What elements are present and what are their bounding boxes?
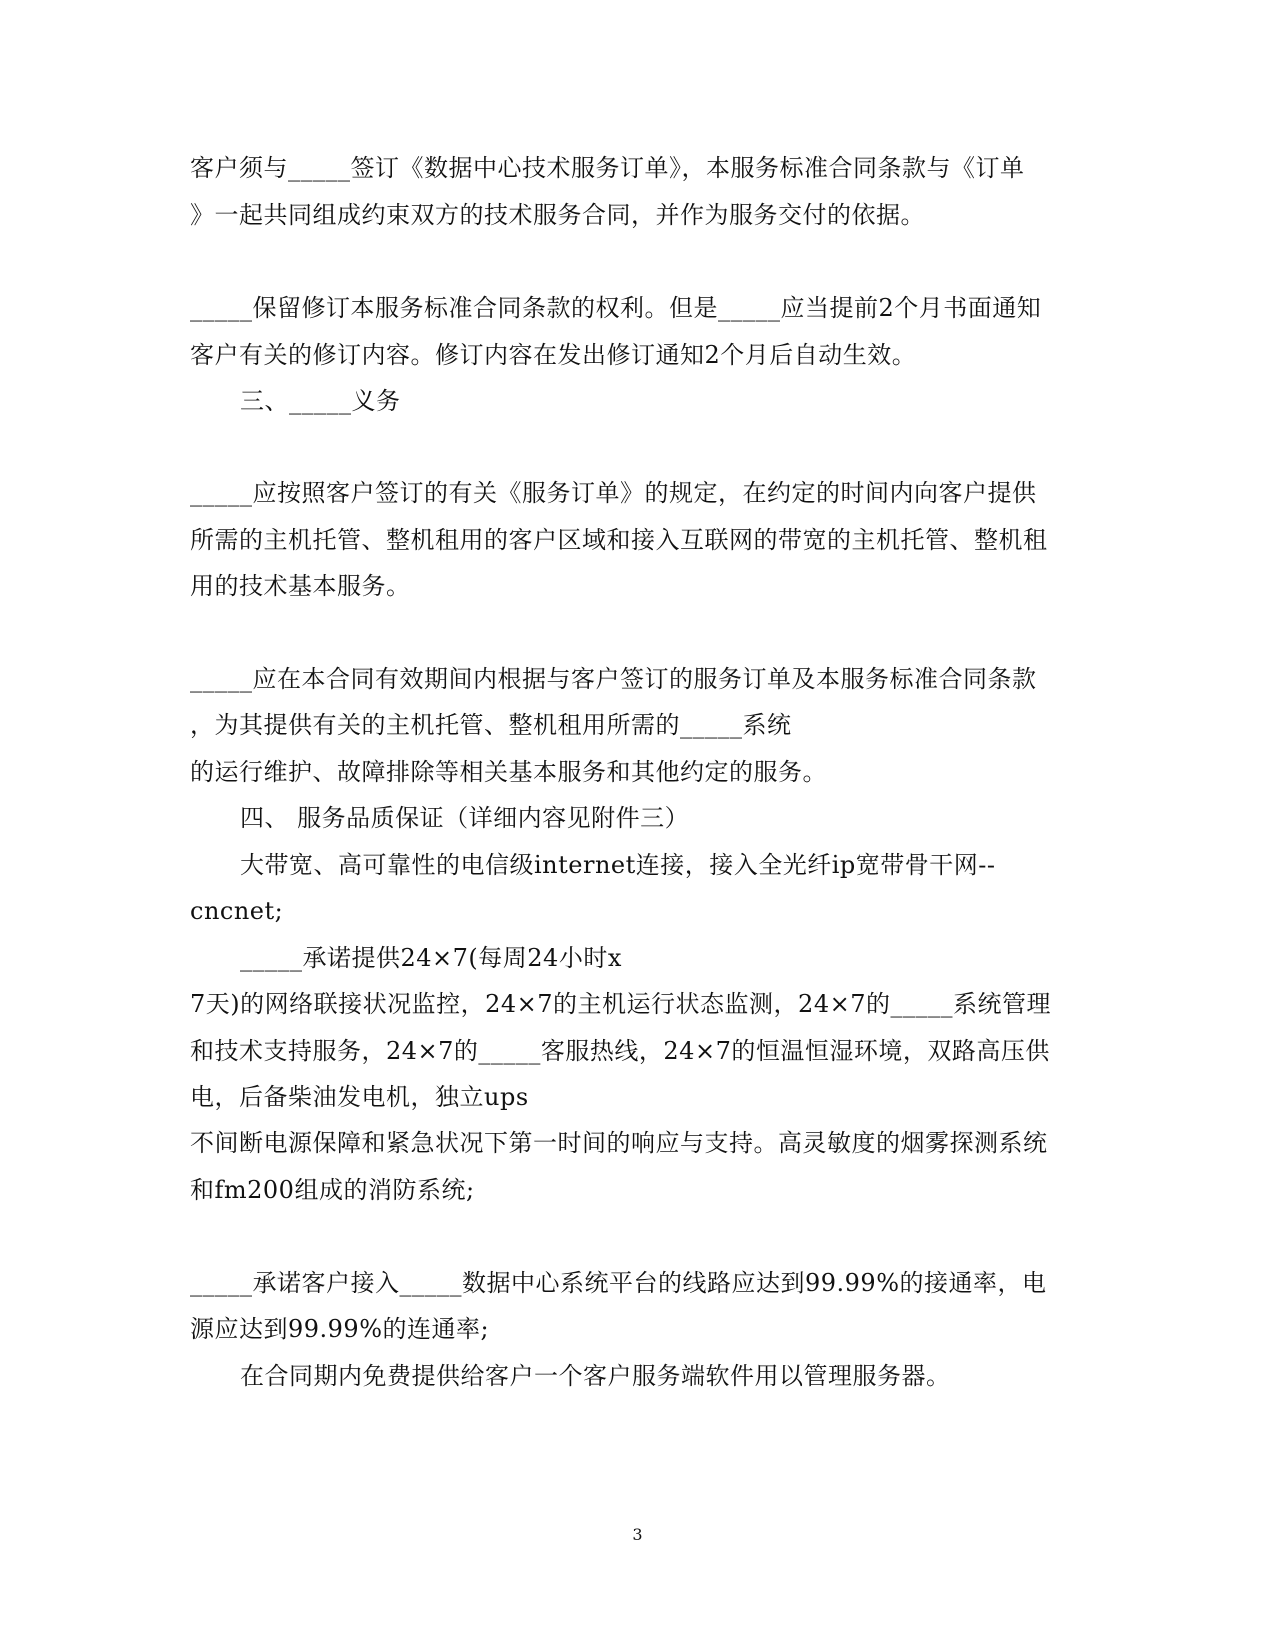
body-text-line: 》一起共同组成约束双方的技术服务合同，并作为服务交付的依据。: [190, 201, 925, 229]
body-text-line: _____保留修订本服务标准合同条款的权利。但是_____应当提前2个月书面通知: [190, 294, 1042, 322]
body-text-line: ，为其提供有关的主机托管、整机租用所需的_____系统: [190, 711, 792, 739]
body-text-line: 客户有关的修订内容。修订内容在发出修订通知2个月后自动生效。: [190, 341, 917, 369]
body-text-line: cncnet;: [190, 897, 284, 925]
body-text-line: 所需的主机托管、整机租用的客户区域和接入互联网的带宽的主机托管、整机租: [190, 526, 1048, 554]
body-text-line: 在合同期内免费提供给客户一个客户服务端软件用以管理服务器。: [240, 1362, 951, 1390]
body-text-line: 用的技术基本服务。: [190, 572, 411, 600]
body-text-line: 的运行维护、故障排除等相关基本服务和其他约定的服务。: [190, 758, 827, 786]
body-text-line: 客户须与_____签订《数据中心技术服务订单》，本服务标准合同条款与《订单: [190, 154, 1025, 182]
body-text-line: _____承诺提供24×7(每周24小时x: [240, 944, 622, 972]
body-text-line: 源应达到99.99%的连通率;: [190, 1315, 490, 1343]
body-text-line: 和fm200组成的消防系统;: [190, 1176, 475, 1204]
body-text-line: _____承诺客户接入_____数据中心系统平台的线路应达到99.99%的接通率，电: [190, 1269, 1047, 1297]
body-text-line: 和技术支持服务，24×7的_____客服热线，24×7的恒温恒湿环境，双路高压供: [190, 1037, 1050, 1065]
body-text-line: 大带宽、高可靠性的电信级internet连接，接入全光纤ip宽带骨干网--: [240, 851, 996, 879]
body-text-line: 电，后备柴油发电机，独立ups: [190, 1083, 529, 1111]
body-text-line: _____应在本合同有效期间内根据与客户签订的服务订单及本服务标准合同条款: [190, 665, 1037, 693]
section-heading: 三、_____义务: [240, 387, 401, 415]
body-text-line: _____应按照客户签订的有关《服务订单》的规定，在约定的时间内向客户提供: [190, 479, 1037, 507]
page-number: 3: [632, 1525, 643, 1544]
body-text-line: 不间断电源保障和紧急状况下第一时间的响应与支持。高灵敏度的烟雾探测系统: [190, 1129, 1048, 1157]
section-heading: 四、 服务品质保证（详细内容见附件三）: [240, 804, 690, 832]
body-text-line: 7天)的网络联接状况监控，24×7的主机运行状态监测，24×7的_____系统管理: [190, 990, 1051, 1018]
